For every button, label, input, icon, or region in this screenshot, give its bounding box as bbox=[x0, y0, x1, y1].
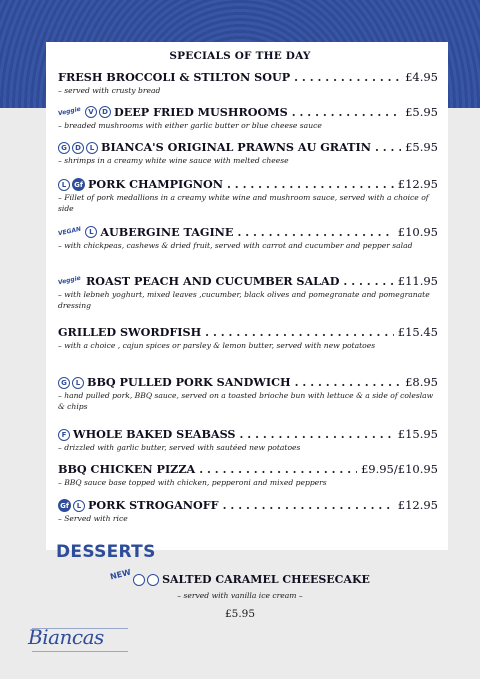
item-price: £5.95 bbox=[405, 140, 438, 154]
dietary-icons bbox=[133, 574, 159, 586]
item-name: ROAST PEACH AND CUCUMBER SALAD bbox=[86, 274, 340, 288]
item-name: FRESH BROCCOLI & STILTON SOUP bbox=[58, 70, 291, 84]
item-name: DEEP FRIED MUSHROOMS bbox=[114, 105, 288, 119]
dairy-icon: D bbox=[72, 142, 84, 154]
dietary-icons bbox=[58, 499, 85, 512]
item-desc: – served with crusty bread bbox=[58, 86, 161, 95]
dessert-name: SALTED CARAMEL CHEESECAKE bbox=[162, 573, 370, 586]
biancas-logo: Biancas bbox=[28, 625, 104, 649]
veggie-icon: Veggie bbox=[57, 274, 82, 287]
item-desc: – drizzled with garlic butter, served with sautéed new potatoes bbox=[58, 443, 301, 452]
item-price: £10.95 bbox=[397, 225, 438, 239]
item-name: PORK STROGANOFF bbox=[88, 498, 219, 512]
item-price: £11.95 bbox=[397, 274, 438, 288]
fish-icon: F bbox=[58, 429, 70, 441]
new-badge: NEW bbox=[109, 567, 132, 582]
menu-item bbox=[58, 498, 438, 524]
item-price: £12.95 bbox=[397, 498, 438, 512]
lactose-icon bbox=[147, 574, 159, 586]
dairy-icon: D bbox=[99, 106, 111, 118]
gluten-free-icon: Gf bbox=[72, 178, 85, 191]
dietary-icons bbox=[58, 178, 85, 191]
dessert-item bbox=[0, 567, 480, 586]
item-price: £5.95 bbox=[405, 105, 438, 119]
lactose-icon: L bbox=[85, 226, 97, 238]
desserts-heading: DESSERTS bbox=[56, 542, 156, 562]
menu-item bbox=[58, 462, 438, 488]
dietary-icons bbox=[58, 274, 83, 288]
dessert-desc: – served with vanilla ice cream – bbox=[177, 591, 303, 600]
item-name: PORK CHAMPIGNON bbox=[88, 177, 224, 191]
menu-item bbox=[58, 427, 438, 453]
dietary-icons bbox=[58, 105, 111, 119]
page-title: SPECIALS OF THE DAY bbox=[169, 50, 311, 62]
gluten-icon: G bbox=[58, 377, 70, 389]
lactose-icon: L bbox=[72, 377, 84, 389]
dietary-icons bbox=[58, 225, 97, 239]
item-name: WHOLE BAKED SEABASS bbox=[73, 427, 236, 441]
menu-item bbox=[58, 105, 438, 131]
menu-item bbox=[58, 177, 438, 214]
item-price: £12.95 bbox=[397, 177, 438, 191]
item-price: £8.95 bbox=[405, 375, 438, 389]
vegan-icon: VEGAN bbox=[57, 225, 82, 238]
menu-item bbox=[58, 70, 438, 96]
item-desc: – hand pulled pork, BBQ sauce, served on a toasted brioche bun with lettuce & a side of coleslaw & chips bbox=[58, 391, 434, 411]
item-desc: – BBQ sauce base topped with chicken, pepperoni and mixed peppers bbox=[58, 478, 327, 487]
item-price: £9.95/£10.95 bbox=[360, 462, 438, 476]
item-price: £15.45 bbox=[397, 325, 438, 339]
dietary-icons bbox=[58, 377, 84, 389]
lactose-icon: L bbox=[58, 179, 70, 191]
item-name: AUBERGINE TAGINE bbox=[100, 225, 234, 239]
veggie-icon: Veggie bbox=[57, 105, 82, 118]
vegetarian-icon: V bbox=[85, 106, 97, 118]
item-desc: – with lebneh yoghurt, mixed leaves ,cucumber, black olives and pomegranate and pomegranate dressing bbox=[58, 290, 430, 310]
menu-item bbox=[58, 325, 438, 351]
lactose-icon: L bbox=[73, 500, 85, 512]
item-name: BIANCA'S ORIGINAL PRAWNS AU GRATIN bbox=[101, 140, 371, 154]
item-name: BBQ CHICKEN PIZZA bbox=[58, 462, 196, 476]
item-name: GRILLED SWORDFISH bbox=[58, 325, 202, 339]
item-desc: – Served with rice bbox=[58, 514, 128, 523]
item-name: BBQ PULLED PORK SANDWICH bbox=[87, 375, 291, 389]
gluten-icon: G bbox=[58, 142, 70, 154]
vegetarian-icon bbox=[133, 574, 145, 586]
dietary-icons bbox=[58, 142, 98, 154]
menu-item bbox=[58, 375, 438, 412]
item-price: £4.95 bbox=[405, 70, 438, 84]
item-desc: – shrimps in a creamy white wine sauce with melted cheese bbox=[58, 156, 289, 165]
dietary-icons bbox=[58, 429, 70, 441]
item-desc: – with chickpeas, cashews & dried fruit, served with carrot and cucumber and pepper salad bbox=[58, 241, 413, 250]
menu-item bbox=[58, 140, 438, 166]
item-desc: – Fillet of pork medallions in a creamy white wine and mushroom sauce, served with a choice of side bbox=[58, 193, 429, 213]
item-desc: – with a choice , cajun spices or parsley & lemon butter, served with new potatoes bbox=[58, 341, 376, 350]
lactose-icon: L bbox=[86, 142, 98, 154]
menu-item bbox=[58, 274, 438, 311]
item-desc: – breaded mushrooms with either garlic butter or blue cheese sauce bbox=[58, 121, 322, 130]
dessert-price: £5.95 bbox=[224, 608, 256, 620]
gluten-free-icon: Gf bbox=[58, 499, 71, 512]
menu-item bbox=[58, 225, 438, 251]
item-price: £15.95 bbox=[397, 427, 438, 441]
